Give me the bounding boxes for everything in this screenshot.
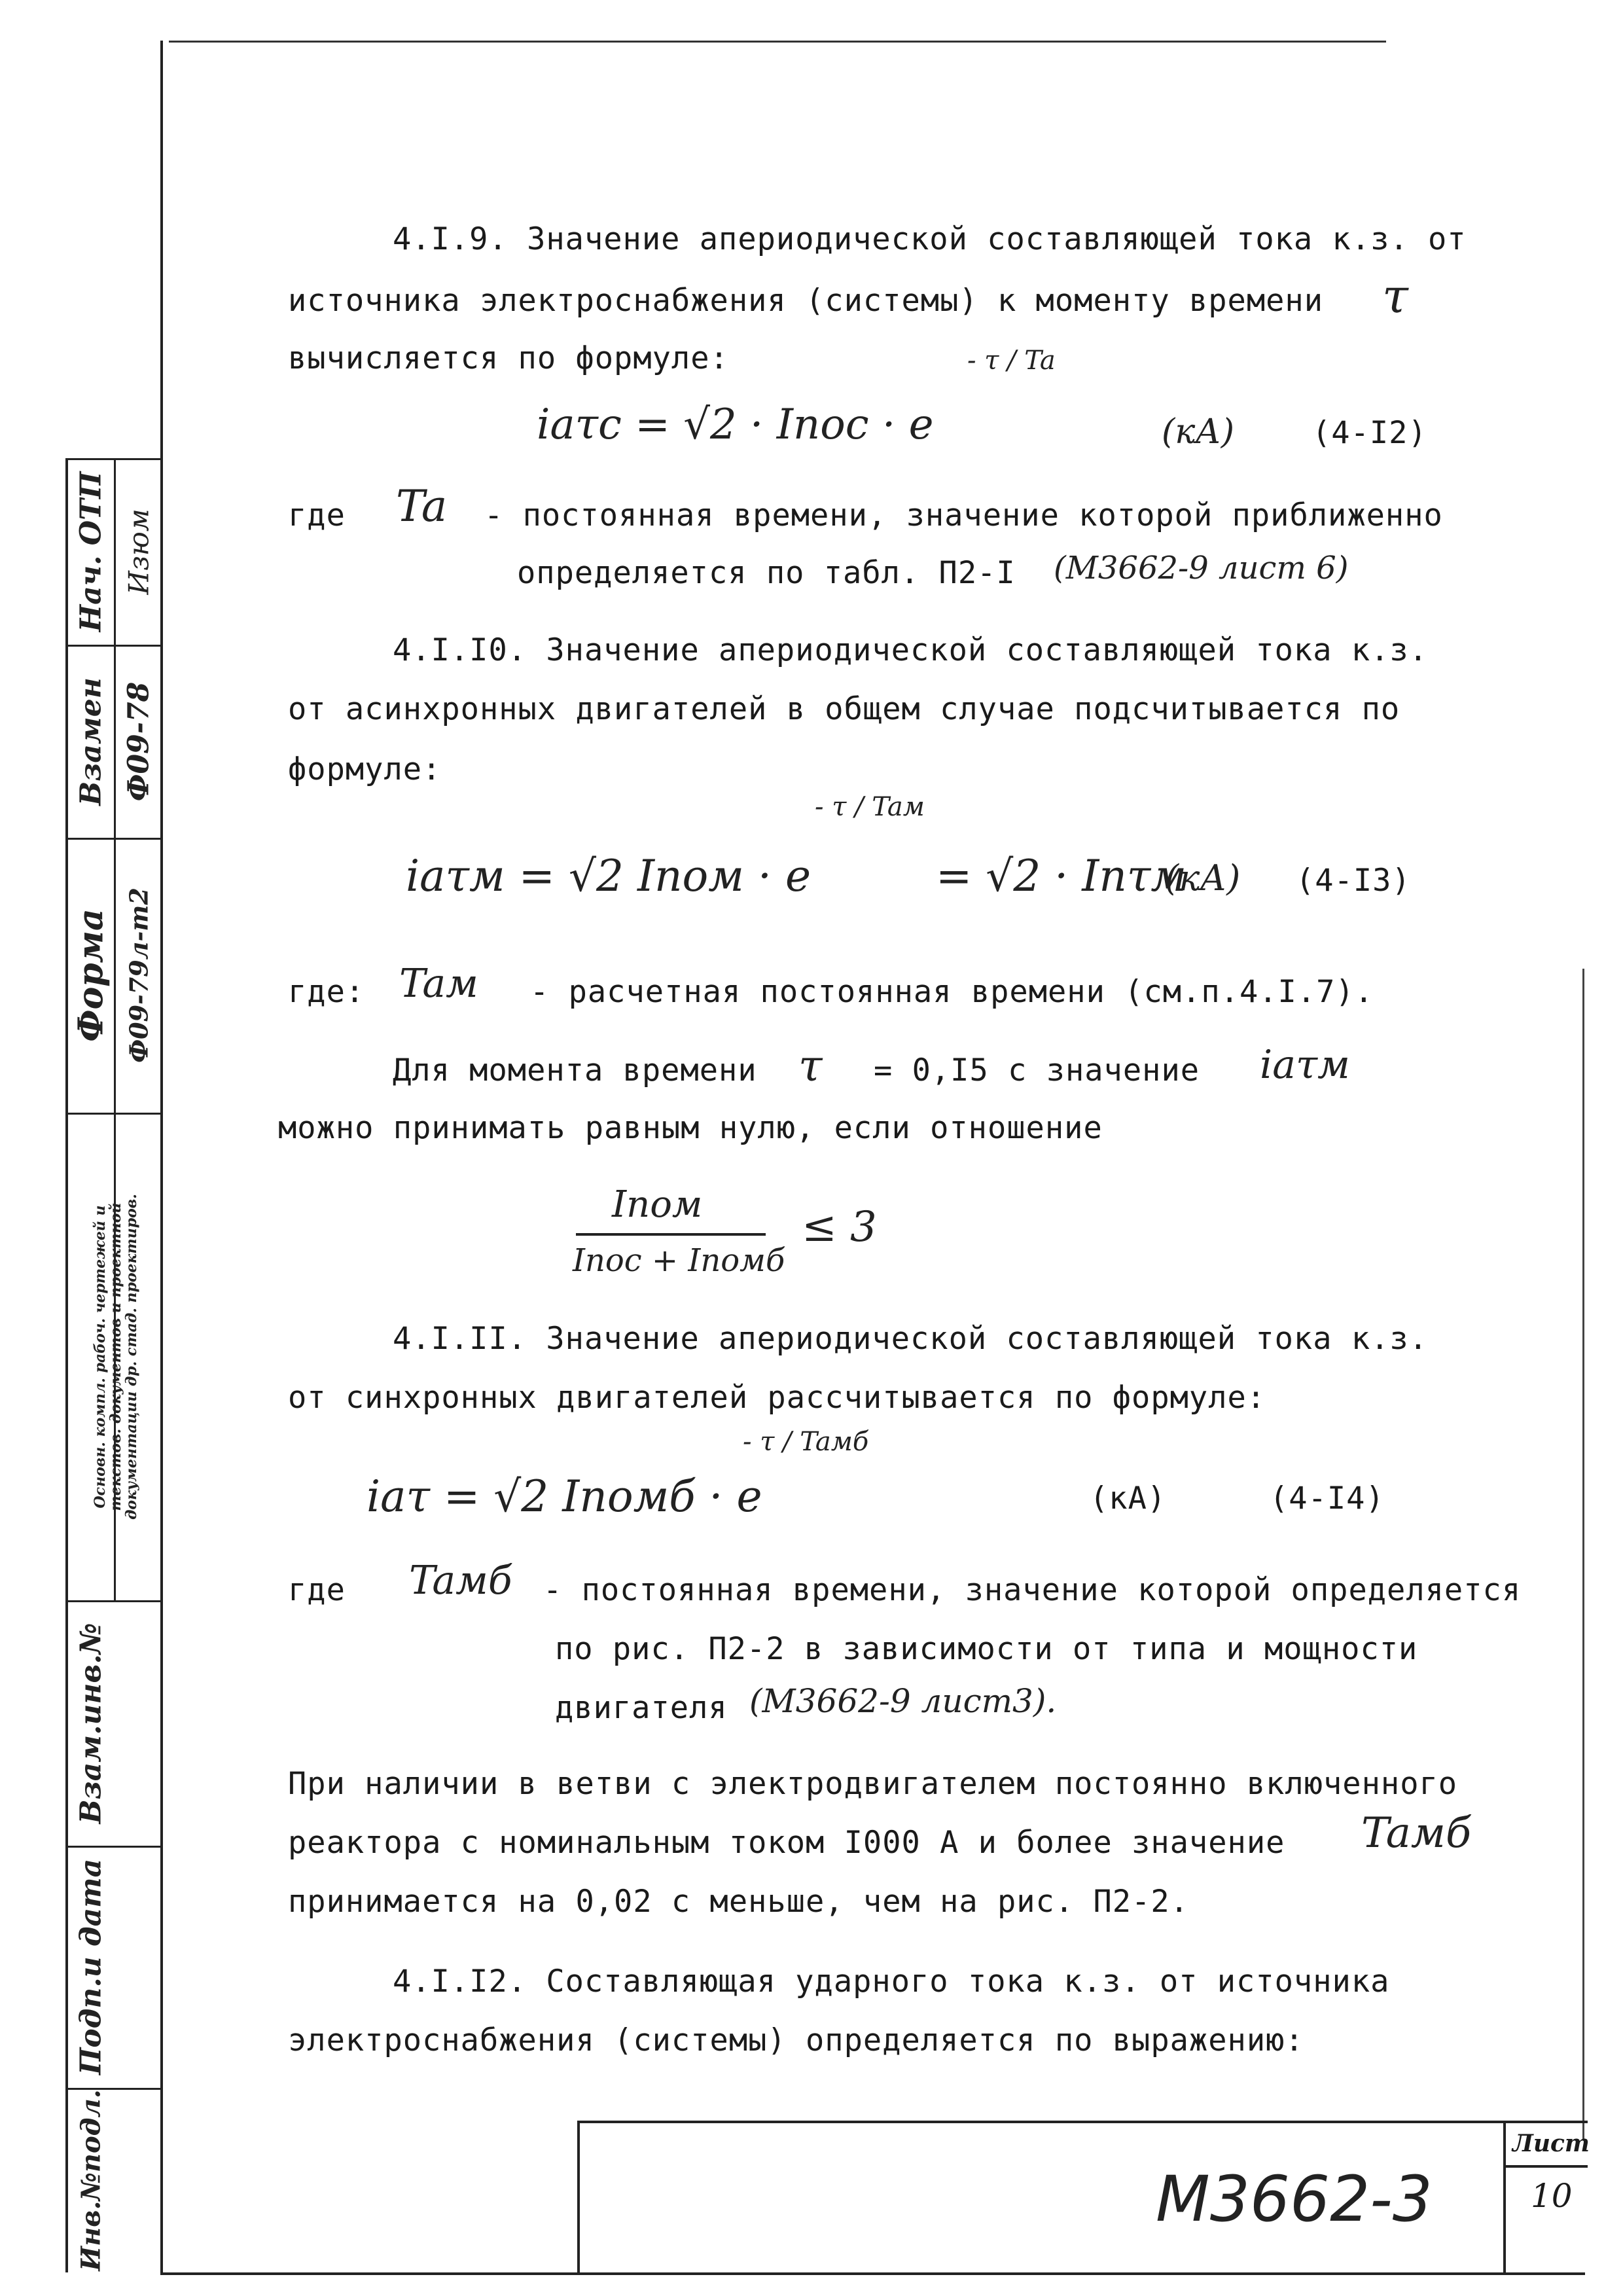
formula-414-tag: (4-I4) xyxy=(1270,1480,1385,1516)
tau-symbol: τ xyxy=(1382,268,1408,323)
stamp-forma-label: Форма xyxy=(71,908,111,1042)
p4110-line2: от асинхронных двигателей в общем случае подсчитывается по xyxy=(288,691,1400,727)
stamp-forma-value: Ф09-79л-т2 xyxy=(124,888,153,1063)
Ta-symbol: Ta xyxy=(396,481,448,531)
formula-412-unit: (кА) xyxy=(1162,412,1235,452)
stamp-vzamen-label: Взамен xyxy=(74,677,108,806)
stamp-vzam-inv-label: Взам.инв.№ xyxy=(74,1622,108,1824)
document-number: М3662-3 xyxy=(1156,2162,1433,2236)
ratio-denominator: Iпос + Iпомб xyxy=(573,1242,785,1279)
p4112-line2: электроснабжения (системы) определяется по выражению: xyxy=(288,2022,1304,2058)
formula-414-lhs: iaτ = √2 Iпомб · e xyxy=(366,1471,762,1522)
moment-line1a: Для момента времени xyxy=(393,1052,757,1088)
formula-413-lhs: iaτм = √2 Iпом · e xyxy=(406,851,812,901)
gde3-desc2: по рис. П2-2 в зависимости от типа и мощности xyxy=(555,1631,1418,1667)
ratio-fraction-bar xyxy=(576,1233,766,1236)
reactor-line2: реактора с номинальным током I000 А и более значение xyxy=(288,1825,1285,1861)
frame-top-line xyxy=(169,41,1386,43)
sheet-box xyxy=(1503,2123,1588,2275)
formula-413-exponent: - τ / Taм xyxy=(815,792,925,822)
Tamb-symbol: Taмб xyxy=(409,1558,512,1604)
formula-414-exponent: - τ / Taмб xyxy=(743,1427,869,1457)
title-block xyxy=(577,2121,1588,2275)
stamp-inv-podl-label: Инв.№подл. xyxy=(75,2089,107,2271)
reactor-line3: принимается на 0,02 с меньше, чем на рис. П2-2. xyxy=(288,1884,1189,1920)
moment-line1b: = 0,I5 с значение xyxy=(874,1052,1200,1088)
formula-413-rhs: = √2 · Iпτм xyxy=(936,851,1187,901)
p4110-line1: 4.I.I0. Значение апериодической составляющей тока к.з. xyxy=(393,632,1429,668)
Tam-symbol: Taм xyxy=(399,961,478,1007)
gde1-ref: (М3662-9 лист 6) xyxy=(1054,550,1349,586)
gde1-desc1: - постоянная времени, значение которой приближенно xyxy=(484,497,1443,533)
tau-symbol-2: τ xyxy=(798,1041,823,1091)
moment-line2: можно принимать равным нулю, если отношение xyxy=(278,1110,1103,1146)
stamp-nach-otp-signature: Изюм xyxy=(122,508,154,595)
formula-412-tag: (4-I2) xyxy=(1312,415,1427,451)
sheet-number: 10 xyxy=(1531,2177,1573,2215)
p419-line1: 4.I.9. Значение апериодической составляющей тока к.з. от xyxy=(393,221,1467,257)
frame-right-line xyxy=(1582,969,1584,2140)
stamp-nach-otp-label: Нач. ОТП xyxy=(74,471,108,632)
reactor-line1: При наличии в ветви с электродвигателем постоянно включенного xyxy=(288,1766,1458,1802)
iatm-symbol: iaτм xyxy=(1260,1042,1350,1088)
stamp-podp-data-label: Подп.и дата xyxy=(74,1858,108,2075)
sheet-label: Лист xyxy=(1512,2130,1590,2157)
gde3-desc1: - постоянная времени, значение которой определяется xyxy=(543,1572,1522,1608)
gde3-ref: (М3662-9 лист3). xyxy=(749,1682,1057,1720)
gde2-desc: - расчетная постоянная времени (см.п.4.I.7). xyxy=(530,974,1374,1010)
gde3-word: где xyxy=(288,1572,346,1608)
p419-line3: вычисляется по формуле: xyxy=(288,340,729,376)
formula-413-unit: (кА) xyxy=(1165,857,1241,899)
side-stamp xyxy=(65,458,163,2272)
ratio-relation: ≤ 3 xyxy=(802,1203,877,1251)
formula-412-lhs: iaτc = √2 · Iпос · e xyxy=(537,401,934,449)
gde2-word: где: xyxy=(288,974,365,1010)
p4111-line1: 4.I.II. Значение апериодической составляющей тока к.з. xyxy=(393,1321,1429,1357)
formula-414-unit: (кА) xyxy=(1090,1480,1167,1516)
formula-412-exponent: - τ / Ta xyxy=(967,346,1056,376)
p4112-line1: 4.I.I2. Составляющая ударного тока к.з. от источника xyxy=(393,1964,1390,2000)
Tamb-symbol-2: Taмб xyxy=(1361,1809,1471,1857)
ratio-numerator: Iпом xyxy=(612,1183,703,1226)
stamp-osnovn-text: Основн. компл. рабоч. чертежей и текстов. документов и проектной документации др. стад. проектиров. xyxy=(91,1193,140,1520)
p419-line2: источника электроснабжения (системы) к моменту времени xyxy=(288,283,1324,319)
gde3-desc3: двигателя xyxy=(555,1690,728,1726)
stamp-vzamen-value: Ф09-78 xyxy=(122,681,155,801)
p4110-line3: формуле: xyxy=(288,751,442,787)
gde1-word: где xyxy=(288,497,346,533)
formula-413-tag: (4-I3) xyxy=(1296,863,1411,899)
p4111-line2: от синхронных двигателей рассчитывается по формуле: xyxy=(288,1380,1266,1416)
gde1-desc2: определяется по табл. П2-I xyxy=(517,555,1016,591)
